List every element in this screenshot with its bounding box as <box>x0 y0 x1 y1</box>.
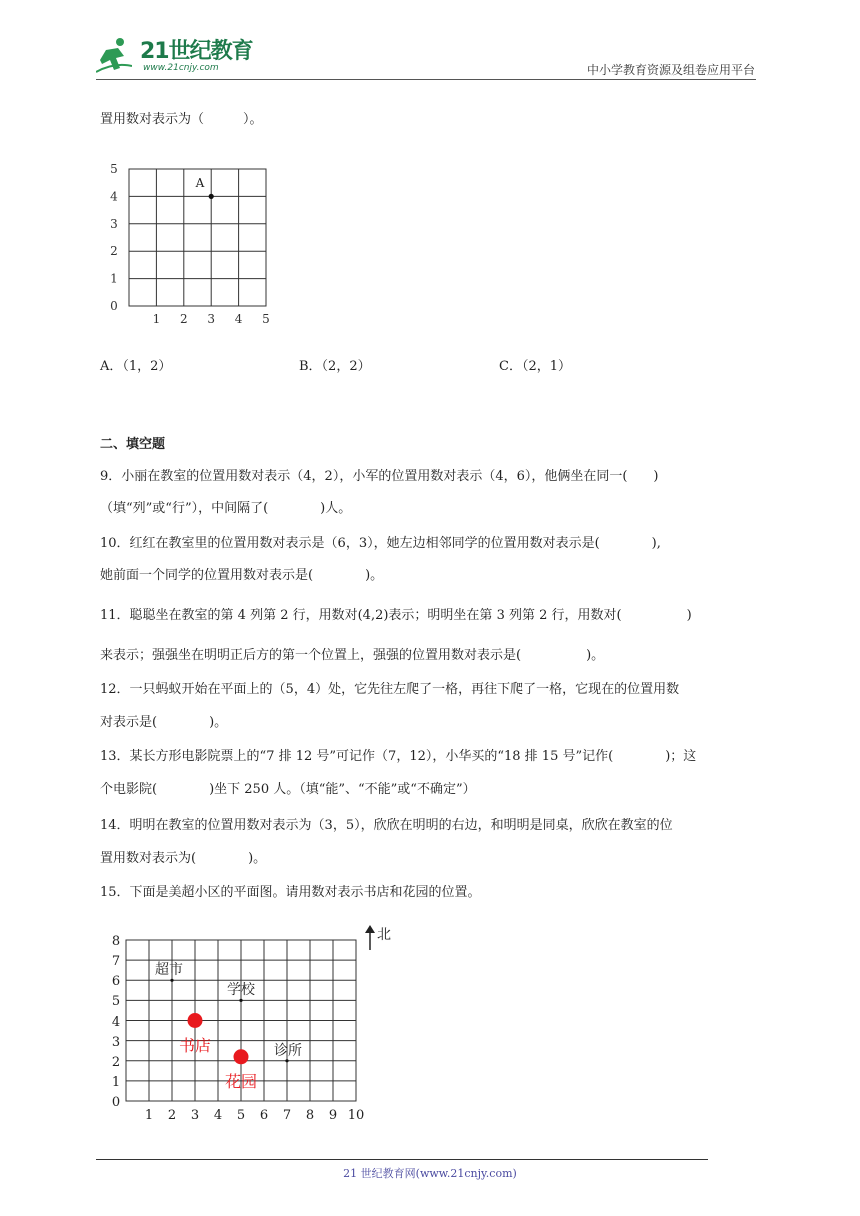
q8-x-tick: 4 <box>234 312 243 326</box>
logo-url: www.21cnjy.com <box>143 63 219 73</box>
q9-line1: 9．小丽在教室的位置用数对表示（4，2），小军的位置用数对表示（4，6），他俩坐在同一( ) <box>100 469 659 484</box>
place-school-dot <box>239 999 242 1002</box>
q8-point-a-label: A <box>195 176 205 190</box>
q8-y-tick: 1 <box>110 271 118 286</box>
q12-line1: 12．一只蚂蚁开始在平面上的（5，4）处，它先往左爬了一格，再往下爬了一格，它现在的位置用数 <box>100 682 680 697</box>
q11-line1: 11．聪聪坐在教室的第 4 列第 2 行，用数对(4,2)表示；明明坐在第 3 列第 2 行，用数对( ) <box>100 608 692 623</box>
q8-x-tick: 2 <box>179 312 188 326</box>
q8-y-tick: 0 <box>110 299 118 313</box>
place-bookstore-label: 书店 <box>178 1036 212 1055</box>
north-label: 北 <box>377 927 391 943</box>
map-x-tick: 7 <box>282 1108 292 1123</box>
q13-line2: 个电影院( )坐下 250 人。（填“能”、“不能”或“不确定”） <box>100 782 476 797</box>
q14-line1: 14．明明在教室的位置用数对表示为（3，5），欣欣在明明的右边，和明明是同桌，欣欣在教室的位 <box>100 818 673 833</box>
map-y-tick: 1 <box>111 1075 121 1090</box>
place-bookstore-dot <box>188 1013 203 1028</box>
q8-y-tick: 4 <box>110 189 118 204</box>
q10-line2: 她前面一个同学的位置用数对表示是( )。 <box>100 568 384 583</box>
q8-y-tick: 3 <box>110 216 118 231</box>
map-x-tick: 8 <box>305 1108 315 1123</box>
q8-x-tick: 5 <box>262 312 270 326</box>
q8-y-tick: 2 <box>110 244 118 259</box>
map-y-tick: 7 <box>111 954 121 969</box>
place-garden-dot <box>234 1049 249 1064</box>
q8-tail: 置用数对表示为（ ）。 <box>100 112 263 127</box>
place-clinic-dot <box>285 1059 288 1062</box>
q14-line2: 置用数对表示为( )。 <box>100 851 267 866</box>
q8-x-tick: 1 <box>152 312 161 326</box>
logo-runner-icon <box>96 36 132 74</box>
map-y-tick: 4 <box>111 1015 121 1030</box>
option-c[interactable]: C．（2，1） <box>499 359 571 374</box>
section-title: 二、填空题 <box>100 437 166 452</box>
map-x-tick: 6 <box>259 1108 269 1123</box>
map-x-tick: 5 <box>236 1108 246 1123</box>
q9-line2: （填“列”或“行”），中间隔了( )人。 <box>100 501 352 516</box>
map-x-tick: 2 <box>167 1108 177 1123</box>
map-y-tick: 6 <box>111 974 121 989</box>
map-y-tick: 3 <box>111 1035 121 1050</box>
map-y-tick: 5 <box>111 994 121 1009</box>
q15-line1: 15．下面是美超小区的平面图。请用数对表示书店和花园的位置。 <box>100 885 481 900</box>
q11-line2: 来表示；强强坐在明明正后方的第一个位置上，强强的位置用数对表示是( )。 <box>100 648 605 663</box>
place-clinic-label: 诊所 <box>274 1043 302 1059</box>
north-arrow-icon <box>365 925 375 950</box>
map-x-tick: 4 <box>213 1108 223 1123</box>
map-y-tick: 0 <box>111 1095 121 1110</box>
q10-line1: 10．红红在教室里的位置用数对表示是（6，3），她左边相邻同学的位置用数对表示是( ), <box>100 536 661 551</box>
footer-divider <box>96 1159 708 1160</box>
map-x-tick: 10 <box>347 1108 365 1123</box>
place-supermarket-dot <box>170 979 173 982</box>
place-garden-label: 花园 <box>224 1072 258 1091</box>
place-school-label: 学校 <box>227 982 255 998</box>
header-divider <box>96 79 756 80</box>
place-supermarket-label: 超市 <box>155 962 183 978</box>
q8-y-tick: 5 <box>110 162 118 176</box>
q13-line1: 13．某长方形电影院票上的“7 排 12 号”可记作（7，12），小华买的“18 排 15 号”记作( )；这 <box>100 749 697 764</box>
map-x-tick: 1 <box>144 1108 154 1123</box>
logo-text: 21世纪教育 <box>140 39 253 64</box>
map-x-tick: 9 <box>328 1108 338 1123</box>
footer-text[interactable]: 21 世纪教育网(www.21cnjy.com) <box>343 1167 517 1180</box>
map-y-tick: 8 <box>111 934 121 949</box>
map-grid <box>100 920 405 1130</box>
platform-title: 中小学教育资源及组卷应用平台 <box>586 63 755 77</box>
option-b[interactable]: B．（2，2） <box>299 359 371 374</box>
map-x-tick: 3 <box>190 1108 200 1123</box>
q8-point-a <box>209 194 214 199</box>
q8-x-tick: 3 <box>207 312 216 326</box>
map-y-tick: 2 <box>111 1055 121 1070</box>
q12-line2: 对表示是( )。 <box>100 715 228 730</box>
q8-grid <box>100 155 280 330</box>
option-a[interactable]: A．（1，2） <box>100 359 172 374</box>
